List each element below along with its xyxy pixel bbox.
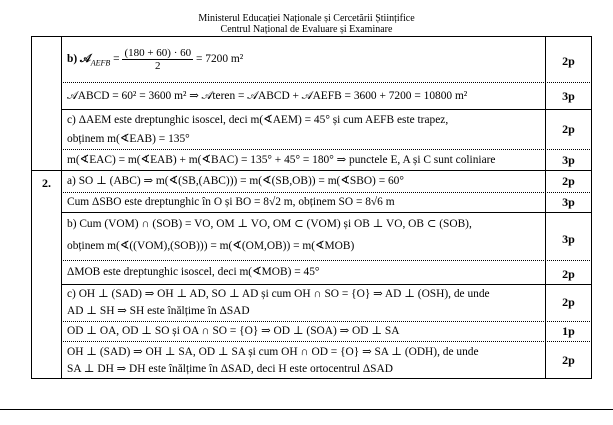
row-sep: [61, 341, 592, 342]
solution-line: b) Cum (VOM) ∩ (SOB) = VO, OM ⊥ VO, OM ⊂ (VOM) și OB ⊥ VO, OB ⊂ (SOB),: [67, 218, 472, 230]
solution-line: AD ⊥ SH ⇒ SH este înălțime în ΔSAD: [67, 305, 250, 317]
grading-table: [31, 36, 592, 379]
solution-line: m(∢EAC) = m(∢EAB) + m(∢BAC) = 135° + 45° = 180° ⇒ punctele E, A și C sunt coliniare: [67, 154, 496, 166]
points: 3p: [562, 195, 575, 209]
line-text: AEFB: [90, 58, 111, 68]
solution-line: c) ΔAEM este dreptunghic isoscel, deci m(∢AEM) = 45° și cum AEFB este trapez,: [67, 114, 449, 126]
points: 2p: [562, 267, 575, 281]
solution-line: a) SO ⊥ (ABC) ⇒ m(∢(SB,(ABC))) = m(∢(SB,OB)) = m(∢SBO) = 60°: [67, 175, 404, 187]
row-sep: [61, 260, 592, 261]
row-sep: [61, 149, 592, 150]
solution-line: ΔMOB este dreptunghic isoscel, deci m(∢MOB) = 45°: [67, 266, 320, 278]
row-sep: [61, 109, 592, 110]
solution-line: Cum ΔSBO este dreptunghic în O și BO = 8√2 m, obținem SO = 8√6 m: [67, 196, 395, 208]
solution-line: obținem m(∢EAB) = 135°: [67, 133, 190, 145]
solution-line: [67, 45, 541, 77]
col-divider-num: [61, 37, 62, 378]
points: 3p: [562, 153, 575, 167]
points: 3p: [562, 89, 575, 103]
points: 2p: [562, 174, 575, 188]
header-center: Centrul Național de Evaluare și Examinare: [220, 24, 393, 35]
problem-number: 2.: [42, 176, 51, 190]
row-sep-problem: [32, 170, 592, 171]
row-sep: [61, 82, 592, 83]
line-text: b) 𝒜: [67, 53, 91, 65]
points: 2p: [562, 295, 575, 309]
solution-line: SA ⊥ DH ⇒ DH este înălțime în ΔSAD, deci H este ortocentrul ΔSAD: [67, 363, 393, 375]
fraction-numerator: (180 + 60) · 60: [124, 46, 192, 59]
points: 1p: [562, 324, 575, 338]
header-ministry: Ministerul Educației Naționale și Cercetării Științifice: [198, 13, 415, 24]
fraction: [122, 47, 193, 72]
points: 2p: [562, 122, 575, 136]
line-text: = 7200 m²: [193, 53, 244, 65]
points: 2p: [562, 54, 575, 68]
line-text: =: [110, 53, 123, 65]
points: 2p: [562, 353, 575, 367]
solution-line: 𝒜ABCD = 60² = 3600 m² ⇒ 𝒜teren = 𝒜ABCD + 𝒜AEFB = 3600 + 7200 = 10800 m²: [67, 90, 468, 102]
footer-rule: [0, 409, 613, 410]
solution-line: OD ⊥ OA, OD ⊥ SO și OA ∩ SO = {O} ⇒ OD ⊥ (SOA) ⇒ OD ⊥ SA: [67, 325, 400, 337]
row-sep: [61, 321, 592, 322]
row-sep: [61, 192, 592, 193]
row-sep: [61, 284, 592, 285]
solution-line: obținem m(∢((VOM),(SOB))) = m(∢(OM,OB)) = m(∢MOB): [67, 240, 355, 252]
points: 3p: [562, 232, 575, 246]
row-sep: [61, 212, 592, 213]
solution-line: OH ⊥ (SAD) ⇒ OH ⊥ SA, OD ⊥ SA și cum OH ∩ OD = {O} ⇒ SA ⊥ (ODH), de unde: [67, 346, 479, 358]
solution-line: c) OH ⊥ (SAD) ⇒ OH ⊥ AD, SO ⊥ AD și cum OH ∩ SO = {O} ⇒ AD ⊥ (OSH), de unde: [67, 288, 490, 300]
fraction-denominator: 2: [155, 59, 161, 72]
